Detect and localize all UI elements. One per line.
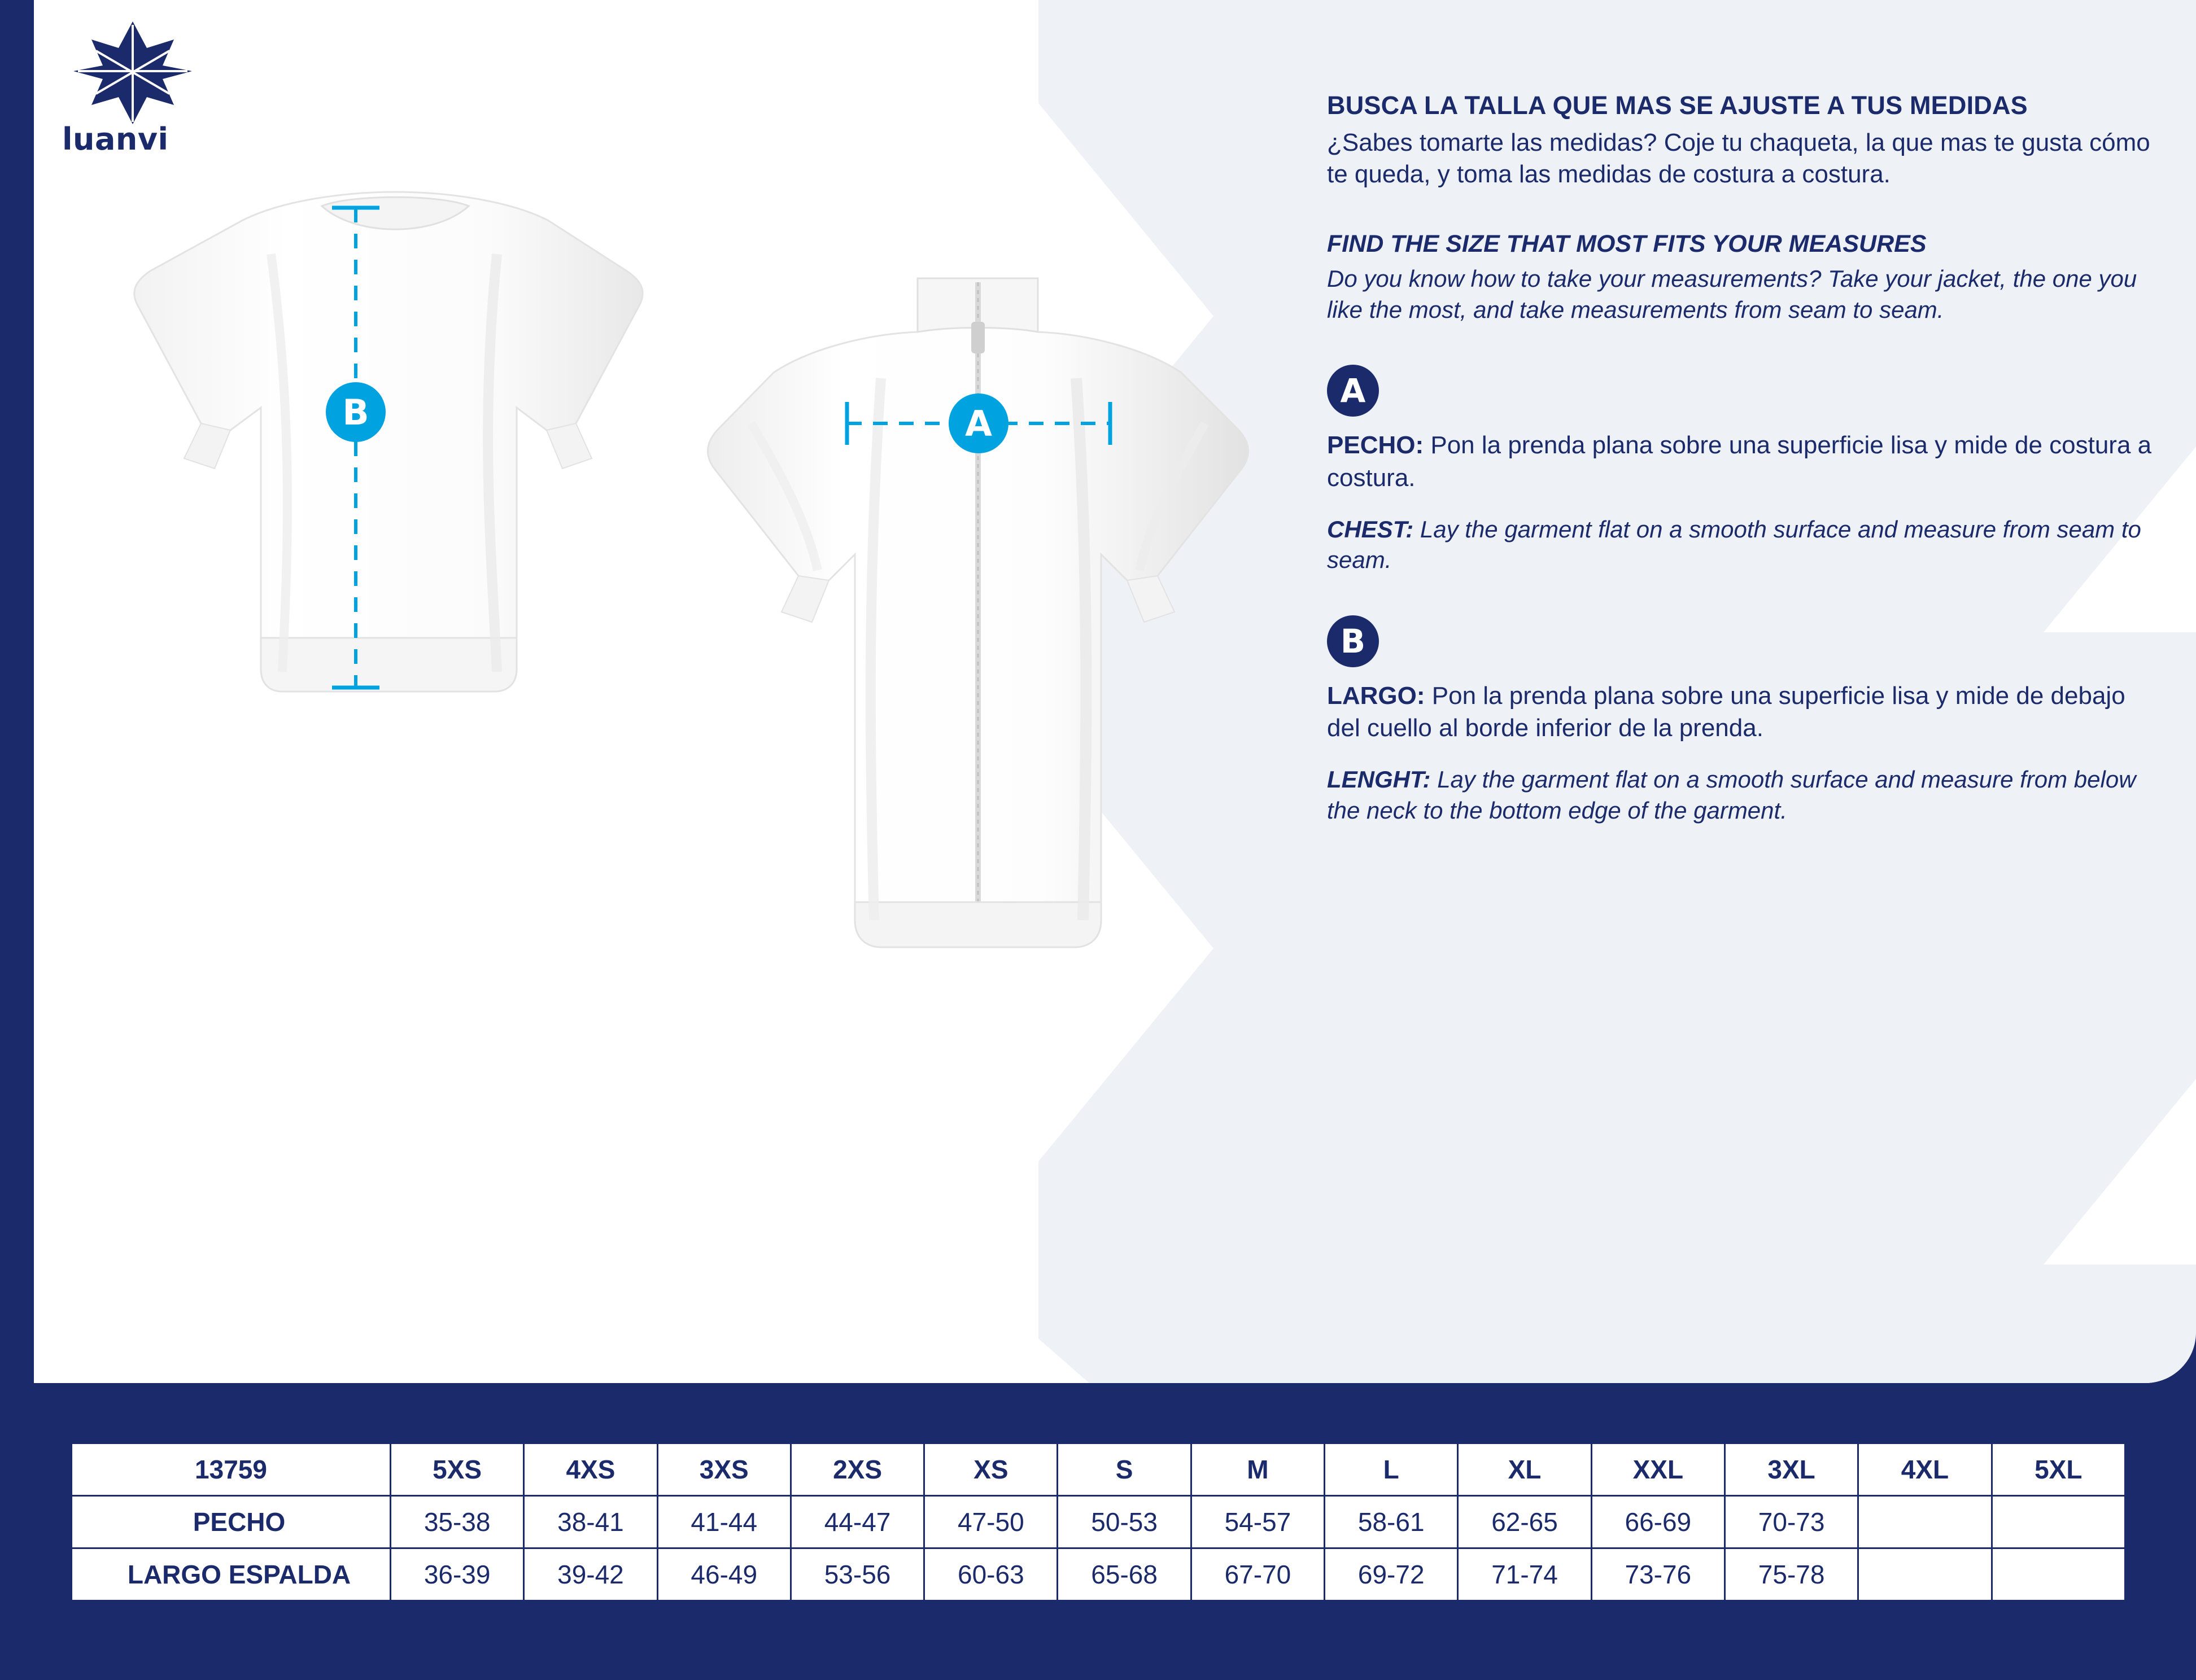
measure-value-cell: 62-65	[1458, 1496, 1591, 1548]
size-header-cell: S	[1058, 1443, 1191, 1496]
measure-b-desc-en: Lay the garment flat on a smooth surface and measure from below the neck to the bottom edge of the garment.	[1327, 766, 2136, 824]
measure-value-cell: 35-38	[391, 1496, 524, 1548]
measure-value-cell	[1858, 1548, 1992, 1601]
measure-value-cell: 38-41	[524, 1496, 657, 1548]
size-header-cell: 2XS	[791, 1443, 924, 1496]
product-code: 13759	[72, 1443, 391, 1496]
intro-body-en: Do you know how to take your measurements? Take your jacket, the one you like the most, and take measurements from seam to seam.	[1327, 265, 2137, 323]
jacket-front-view	[708, 278, 1248, 947]
measure-value-cell: 36-39	[391, 1548, 524, 1601]
measure-value-cell: 53-56	[791, 1548, 924, 1601]
measure-b-text-es	[1327, 680, 2163, 744]
size-header-cell: 3XL	[1725, 1443, 1858, 1496]
measure-value-cell: 46-49	[657, 1548, 791, 1601]
table-row	[72, 1496, 2125, 1548]
measure-value-cell: 54-57	[1191, 1496, 1324, 1548]
measure-b-text-en	[1327, 764, 2163, 826]
size-header-cell: M	[1191, 1443, 1324, 1496]
measure-b-label-es: LARGO:	[1327, 682, 1425, 710]
measure-value-cell: 75-78	[1725, 1548, 1858, 1601]
size-table-card	[68, 1440, 2129, 1604]
size-header-cell: 4XL	[1858, 1443, 1992, 1496]
measure-badge-a: A	[1327, 365, 1379, 417]
size-header-cell: XS	[924, 1443, 1058, 1496]
measure-row-label: LARGO ESPALDA	[72, 1548, 391, 1601]
size-header-cell: 5XL	[1992, 1443, 2125, 1496]
measure-value-cell: 47-50	[924, 1496, 1058, 1548]
measure-value-cell	[1858, 1496, 1992, 1548]
measure-section-a	[1327, 365, 2163, 576]
measure-a-text-en	[1327, 514, 2163, 576]
brand-name: luanvi	[62, 121, 169, 157]
size-header-cell: 3XS	[657, 1443, 791, 1496]
table-row	[72, 1548, 2125, 1601]
svg-text:A: A	[965, 403, 992, 444]
svg-text:B: B	[342, 392, 369, 433]
measure-section-b	[1327, 615, 2163, 826]
size-table-header-row	[72, 1443, 2125, 1496]
measure-row-label: PECHO	[72, 1496, 391, 1548]
size-table-area	[0, 1383, 2196, 1680]
measure-value-cell: 70-73	[1725, 1496, 1858, 1548]
measure-value-cell: 58-61	[1325, 1496, 1458, 1548]
size-header-cell: XXL	[1591, 1443, 1725, 1496]
measure-value-cell: 39-42	[524, 1548, 657, 1601]
measure-a-desc-es: Pon la prenda plana sobre una superficie lisa y mide de costura a costura.	[1327, 431, 2152, 492]
measure-b-desc-es: Pon la prenda plana sobre una superficie lisa y mide de debajo del cuello al borde inferior de la prenda.	[1327, 682, 2125, 742]
size-header-cell: XL	[1458, 1443, 1591, 1496]
measure-a-text-es	[1327, 429, 2163, 493]
measure-value-cell: 71-74	[1458, 1548, 1591, 1601]
instructions-column	[1327, 90, 2163, 826]
measure-a-label-es: PECHO:	[1327, 431, 1424, 460]
measure-value-cell: 44-47	[791, 1496, 924, 1548]
intro-heading-en: FIND THE SIZE THAT MOST FITS YOUR MEASURES	[1327, 230, 1927, 257]
measure-value-cell: 41-44	[657, 1496, 791, 1548]
intro-heading-es: BUSCA LA TALLA QUE MAS SE AJUSTE A TUS MEDIDAS	[1327, 91, 2028, 120]
intro-body-es: ¿Sabes tomarte las medidas? Coje tu chaqueta, la que mas te gusta cómo te queda, y toma las medidas de costura a costura.	[1327, 128, 2150, 189]
measure-b-label-en: LENGHT:	[1327, 766, 1431, 793]
measure-value-cell: 73-76	[1591, 1548, 1725, 1601]
measure-value-cell	[1992, 1496, 2125, 1548]
measure-value-cell: 60-63	[924, 1548, 1058, 1601]
measure-value-cell: 65-68	[1058, 1548, 1191, 1601]
info-panel	[34, 0, 2196, 1383]
jacket-illustration	[102, 186, 1259, 1259]
measure-badge-b: B	[1327, 615, 1379, 667]
measure-a-label-en: CHEST:	[1327, 515, 1414, 542]
size-header-cell: 5XS	[391, 1443, 524, 1496]
measure-value-cell	[1992, 1548, 2125, 1601]
measure-value-cell: 66-69	[1591, 1496, 1725, 1548]
measure-value-cell: 69-72	[1325, 1548, 1458, 1601]
measure-value-cell: 67-70	[1191, 1548, 1324, 1601]
measure-value-cell: 50-53	[1058, 1496, 1191, 1548]
size-header-cell: 4XS	[524, 1443, 657, 1496]
size-table	[71, 1442, 2126, 1602]
measure-a-desc-en: Lay the garment flat on a smooth surface and measure from seam to seam.	[1327, 515, 2141, 574]
size-header-cell: L	[1325, 1443, 1458, 1496]
jacket-back-view	[134, 192, 643, 692]
